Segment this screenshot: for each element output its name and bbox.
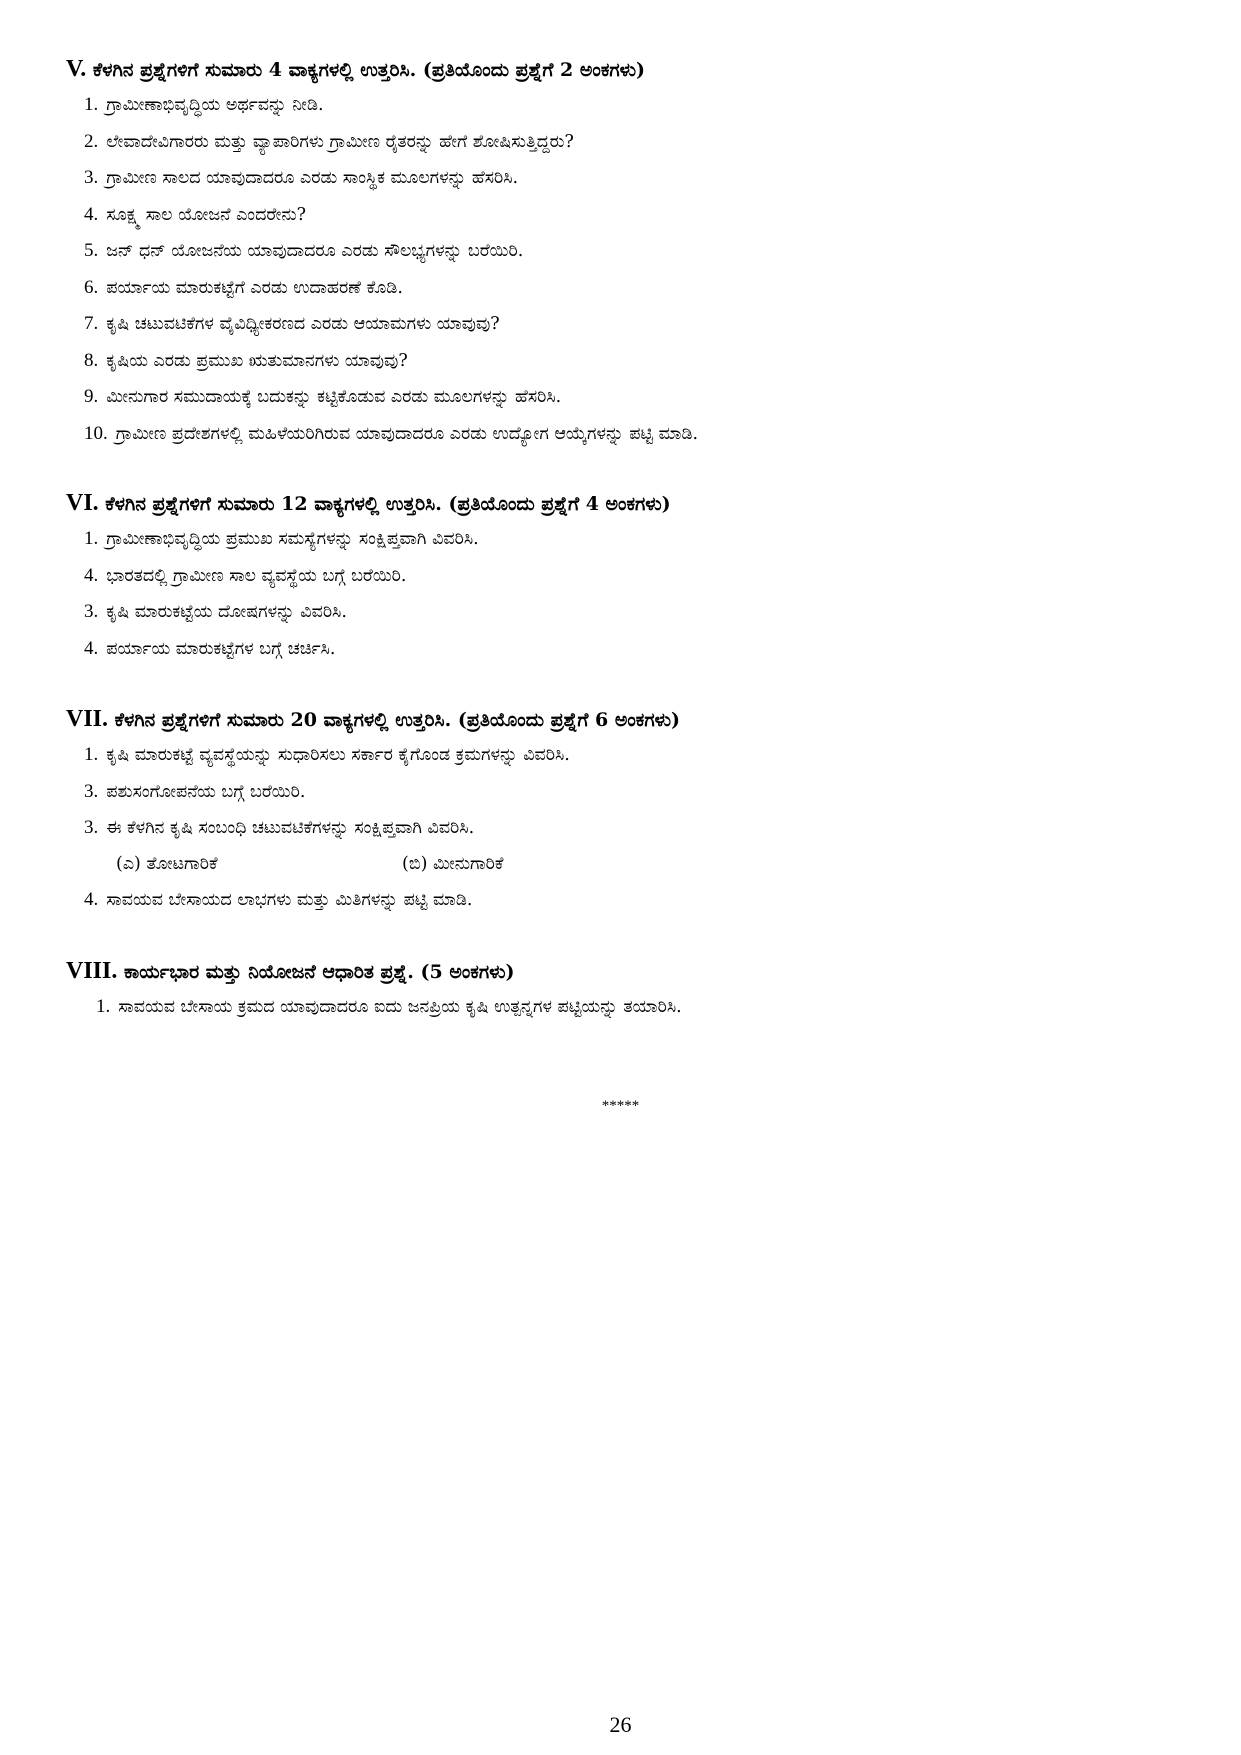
question-text: ಮೀನುಗಾರ ಸಮುದಾಯಕ್ಕೆ ಬದುಕನ್ನು ಕಟ್ಟಿಕೊಡುವ ಎರಡು ಮೂಲಗಳನ್ನು ಹೆಸರಿಸಿ. <box>106 387 562 407</box>
question-number: 1. <box>84 94 99 115</box>
section-v <box>66 54 1186 452</box>
question-text: ಪರ್ಯಾಯ ಮಾರುಕಟ್ಟೆಗೆ ಎರಡು ಉದಾಹರಣೆ ಕೊಡಿ. <box>106 277 403 298</box>
question-number: 1. <box>84 528 99 549</box>
section-heading <box>66 704 1186 735</box>
question-number: 10. <box>84 422 108 444</box>
question-list <box>66 989 1186 1026</box>
question-list <box>66 521 1186 667</box>
question-number: 3. <box>84 780 99 802</box>
question-text: ಸಾವಯವ ಬೇಸಾಯದ ಲಾಭಗಳು ಮತ್ತು ಮಿತಿಗಳನ್ನು ಪಟ್ಟಿ ಮಾಡಿ. <box>106 889 473 910</box>
section-heading <box>66 956 1186 987</box>
section-vi <box>66 488 1186 667</box>
section-title: ಕೆಳಗಿನ ಪ್ರಶ್ನೆಗಳಿಗೆ ಸುಮಾರು 12 ವಾಕ್ಯಗಳಲ್ಲಿ ಉತ್ತರಿಸಿ. (ಪ್ರತಿಯೊಂದು ಪ್ರಶ್ನೆಗೆ 4 ಅಂಕಗಳು) <box>105 493 671 515</box>
question-item <box>66 124 1186 161</box>
question-item <box>66 737 1186 774</box>
question-number: 1. <box>84 744 99 765</box>
question-item <box>66 233 1186 270</box>
question-item <box>66 306 1186 343</box>
question-text: ಸಾವಯವ ಬೇಸಾಯ ಕ್ರಮದ ಯಾವುದಾದರೂ ಐದು ಜನಪ್ರಿಯ ಕೃಷಿ ಉತ್ಪನ್ನಗಳ ಪಟ್ಟಿಯನ್ನು ತಯಾರಿಸಿ. <box>118 997 682 1017</box>
question-text: ಸೂಕ್ಷ್ಮ ಸಾಲ ಯೋಜನೆ ಎಂದರೇನು? <box>106 204 307 225</box>
question-number: 4. <box>84 888 99 910</box>
question-text: ಗ್ರಾಮೀಣಾಭಿವೃದ್ಧಿಯ ಅರ್ಥವನ್ನು ನೀಡಿ. <box>106 95 324 115</box>
question-number: 1. <box>96 996 111 1017</box>
question-text: ಪರ್ಯಾಯ ಮಾರುಕಟ್ಟೆಗಳ ಬಗ್ಗೆ ಚರ್ಚಿಸಿ. <box>106 638 336 659</box>
question-item <box>66 87 1186 124</box>
question-number: 9. <box>84 386 99 407</box>
question-number: 8. <box>84 349 99 371</box>
question-number: 3. <box>84 817 99 838</box>
section-heading <box>66 54 1186 85</box>
question-text: ಲೇವಾದೇವಿಗಾರರು ಮತ್ತು ವ್ಯಾಪಾರಿಗಳು ಗ್ರಾಮೀಣ ರೈತರನ್ನು ಹೇಗೆ ಶೋಷಿಸುತ್ತಿದ್ದರು? <box>106 131 574 152</box>
question-item <box>66 343 1186 380</box>
section-viii <box>66 956 1186 1026</box>
question-text: ಭಾರತದಲ್ಲಿ ಗ್ರಾಮೀಣ ಸಾಲ ವ್ಯವಸ್ಥೆಯ ಬಗ್ಗೆ ಬರೆಯಿರಿ. <box>106 565 407 586</box>
section-title: ಕೆಳಗಿನ ಪ್ರಶ್ನೆಗಳಿಗೆ ಸುಮಾರು 4 ವಾಕ್ಯಗಳಲ್ಲಿ ಉತ್ತರಿಸಿ. (ಪ್ರತಿಯೊಂದು ಪ್ರಶ್ನೆಗೆ 2 ಅಂಕಗಳು) <box>92 59 646 81</box>
question-item <box>66 989 1186 1026</box>
question-number: 3. <box>84 601 99 622</box>
sub-options <box>66 847 1186 882</box>
section-numeral: VI. <box>66 490 99 516</box>
question-number: 6. <box>84 276 99 298</box>
question-item <box>66 270 1186 307</box>
section-numeral: V. <box>66 56 87 82</box>
question-text: ಈ ಕೆಳಗಿನ ಕೃಷಿ ಸಂಬಂಧಿ ಚಟುವಟಿಕೆಗಳನ್ನು ಸಂಕ್ಷಿಪ್ತವಾಗಿ ವಿವರಿಸಿ. <box>106 818 475 838</box>
sub-option-b: (ಬಿ) ಮೀನುಗಾರಿಕೆ <box>402 853 504 874</box>
question-item <box>66 631 1186 668</box>
question-text: ಗ್ರಾಮೀಣಾಭಿವೃದ್ಧಿಯ ಪ್ರಮುಖ ಸಮಸ್ಯೆಗಳನ್ನು ಸಂಕ್ಷಿಪ್ತವಾಗಿ ವಿವರಿಸಿ. <box>106 529 479 549</box>
section-numeral: VIII. <box>66 958 118 984</box>
question-item <box>66 774 1186 811</box>
question-item <box>66 882 1186 919</box>
question-number: 4. <box>84 564 99 586</box>
question-item <box>66 379 1186 416</box>
question-text: ಜನ್ ಧನ್ ಯೋಜನೆಯ ಯಾವುದಾದರೂ ಎರಡು ಸೌಲಭ್ಯಗಳನ್ನು ಬರೆಯಿರಿ. <box>106 241 524 261</box>
section-heading <box>66 488 1186 519</box>
question-number: 4. <box>84 203 99 225</box>
question-item <box>66 558 1186 595</box>
question-number: 2. <box>84 130 99 152</box>
end-marker: ***** <box>601 1098 640 1114</box>
question-text: ಗ್ರಾಮೀಣ ಸಾಲದ ಯಾವುದಾದರೂ ಎರಡು ಸಾಂಸ್ಥಿಕ ಮೂಲಗಳನ್ನು ಹೆಸರಿಸಿ. <box>106 168 519 188</box>
question-number: 7. <box>84 313 99 334</box>
question-number: 4. <box>84 637 99 659</box>
question-text: ಕೃಷಿ ಮಾರುಕಟ್ಟೆ ವ್ಯವಸ್ಥೆಯನ್ನು ಸುಧಾರಿಸಲು ಸರ್ಕಾರ ಕೈಗೊಂಡ ಕ್ರಮಗಳನ್ನು ವಿವರಿಸಿ. <box>106 745 570 765</box>
question-text: ಕೃಷಿ ಮಾರುಕಟ್ಟೆಯ ದೋಷಗಳನ್ನು ವಿವರಿಸಿ. <box>106 602 347 622</box>
question-list <box>66 87 1186 452</box>
question-text: ಕೃಷಿ ಚಟುವಟಿಕೆಗಳ ವೈವಿಧ್ಯೀಕರಣದ ಎರಡು ಆಯಾಮಗಳು ಯಾವುವು? <box>106 314 500 334</box>
question-item <box>66 160 1186 197</box>
question-number: 3. <box>84 167 99 188</box>
page-number: 26 <box>609 1712 632 1737</box>
question-number: 5. <box>84 240 99 261</box>
sub-option-a: (ಎ) ತೋಟಗಾರಿಕೆ <box>116 853 218 874</box>
section-title: ಕಾರ್ಯಭಾರ ಮತ್ತು ನಿಯೋಜನೆ ಆಧಾರಿತ ಪ್ರಶ್ನೆ. (5 ಅಂಕಗಳು) <box>123 961 515 983</box>
section-numeral: VII. <box>66 706 109 732</box>
question-list <box>66 737 1186 918</box>
question-text: ಪಶುಸಂಗೋಪನೆಯ ಬಗ್ಗೆ ಬರೆಯಿರಿ. <box>106 781 306 802</box>
question-item <box>66 810 1186 847</box>
question-item <box>66 416 1186 453</box>
question-text: ಗ್ರಾಮೀಣ ಪ್ರದೇಶಗಳಲ್ಲಿ ಮಹಿಳೆಯರಿಗಿರುವ ಯಾವುದಾದರೂ ಎರಡು ಉದ್ಯೋಗ ಆಯ್ಕೆಗಳನ್ನು ಪಟ್ಟಿ ಮಾಡಿ. <box>115 423 699 444</box>
question-item <box>66 197 1186 234</box>
section-title: ಕೆಳಗಿನ ಪ್ರಶ್ನೆಗಳಿಗೆ ಸುಮಾರು 20 ವಾಕ್ಯಗಳಲ್ಲಿ ಉತ್ತರಿಸಿ. (ಪ್ರತಿಯೊಂದು ಪ್ರಶ್ನೆಗೆ 6 ಅಂಕಗಳು) <box>114 709 680 731</box>
section-vii <box>66 704 1186 918</box>
question-item <box>66 594 1186 631</box>
question-item <box>66 521 1186 558</box>
question-text: ಕೃಷಿಯ ಎರಡು ಪ್ರಮುಖ ಋತುಮಾನಗಳು ಯಾವುವು? <box>106 350 408 371</box>
